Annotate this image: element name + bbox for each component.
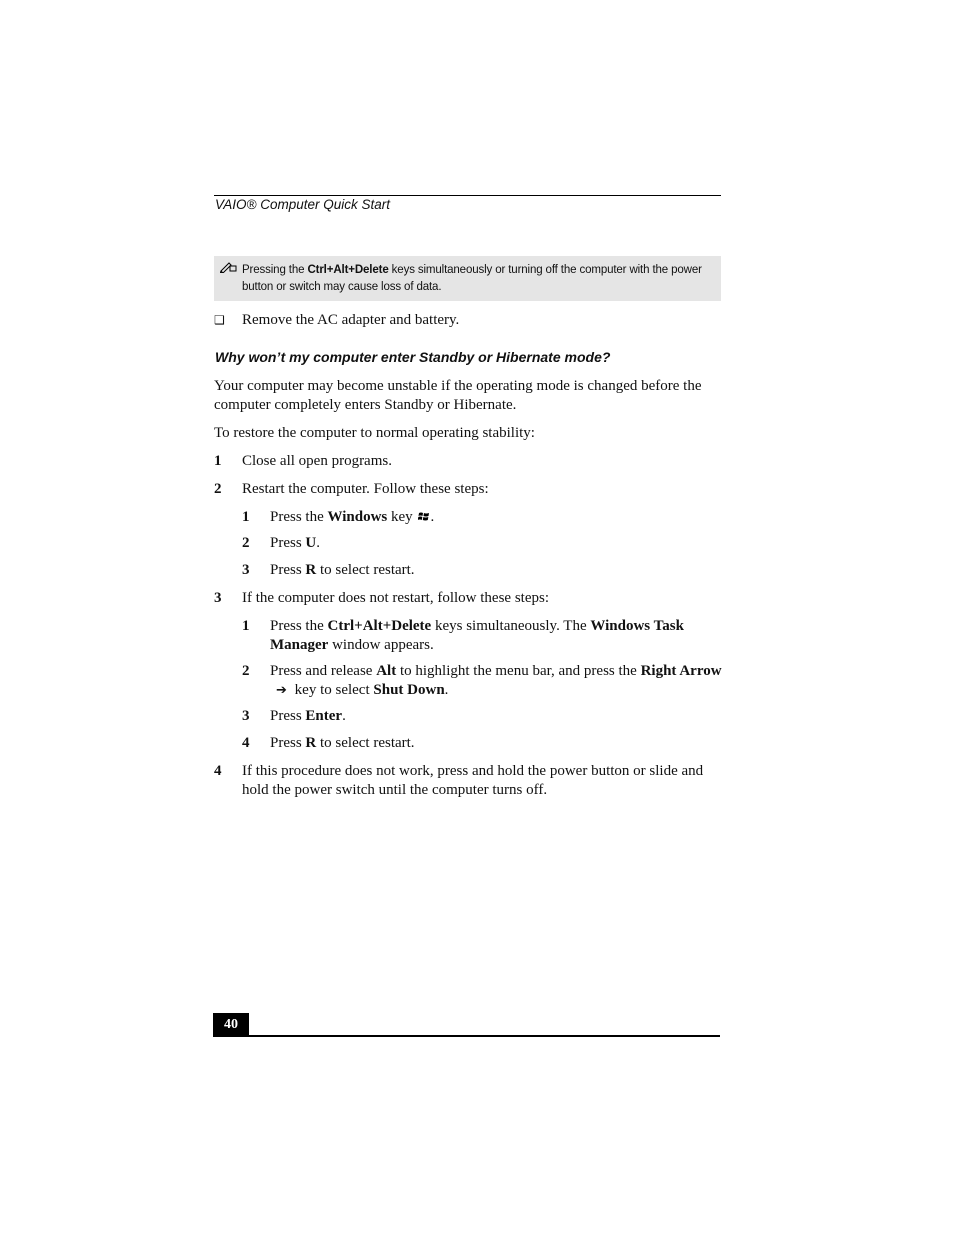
restore-lead: To restore the computer to normal operating stability: [214,425,535,441]
running-head: VAIO® Computer Quick Start [215,197,391,212]
right-arrow-icon: ➔ [276,683,287,698]
checkbox-bullet-icon: ❑ [214,313,225,327]
note-text: Pressing the Ctrl+Alt+Delete keys simultaneously or turning off the computer with the power button or switch may cause loss of data. [242,262,702,293]
note-keys: Ctrl+Alt+Delete [307,262,389,276]
windows-logo-icon [418,509,430,520]
note-box [214,256,721,301]
footer-rule [213,1035,720,1037]
bullet-text: Remove the AC adapter and battery. [242,312,460,328]
page-number: 40 [213,1013,249,1036]
intro-paragraph: Your computer may become unstable if the operating mode is changed before the computer completely enters Standby or Hibernate. [214,378,702,413]
header-rule [214,195,721,196]
note-pencil-icon [220,260,237,278]
section-heading: Why won’t my computer enter Standby or Hibernate mode? [215,349,611,365]
